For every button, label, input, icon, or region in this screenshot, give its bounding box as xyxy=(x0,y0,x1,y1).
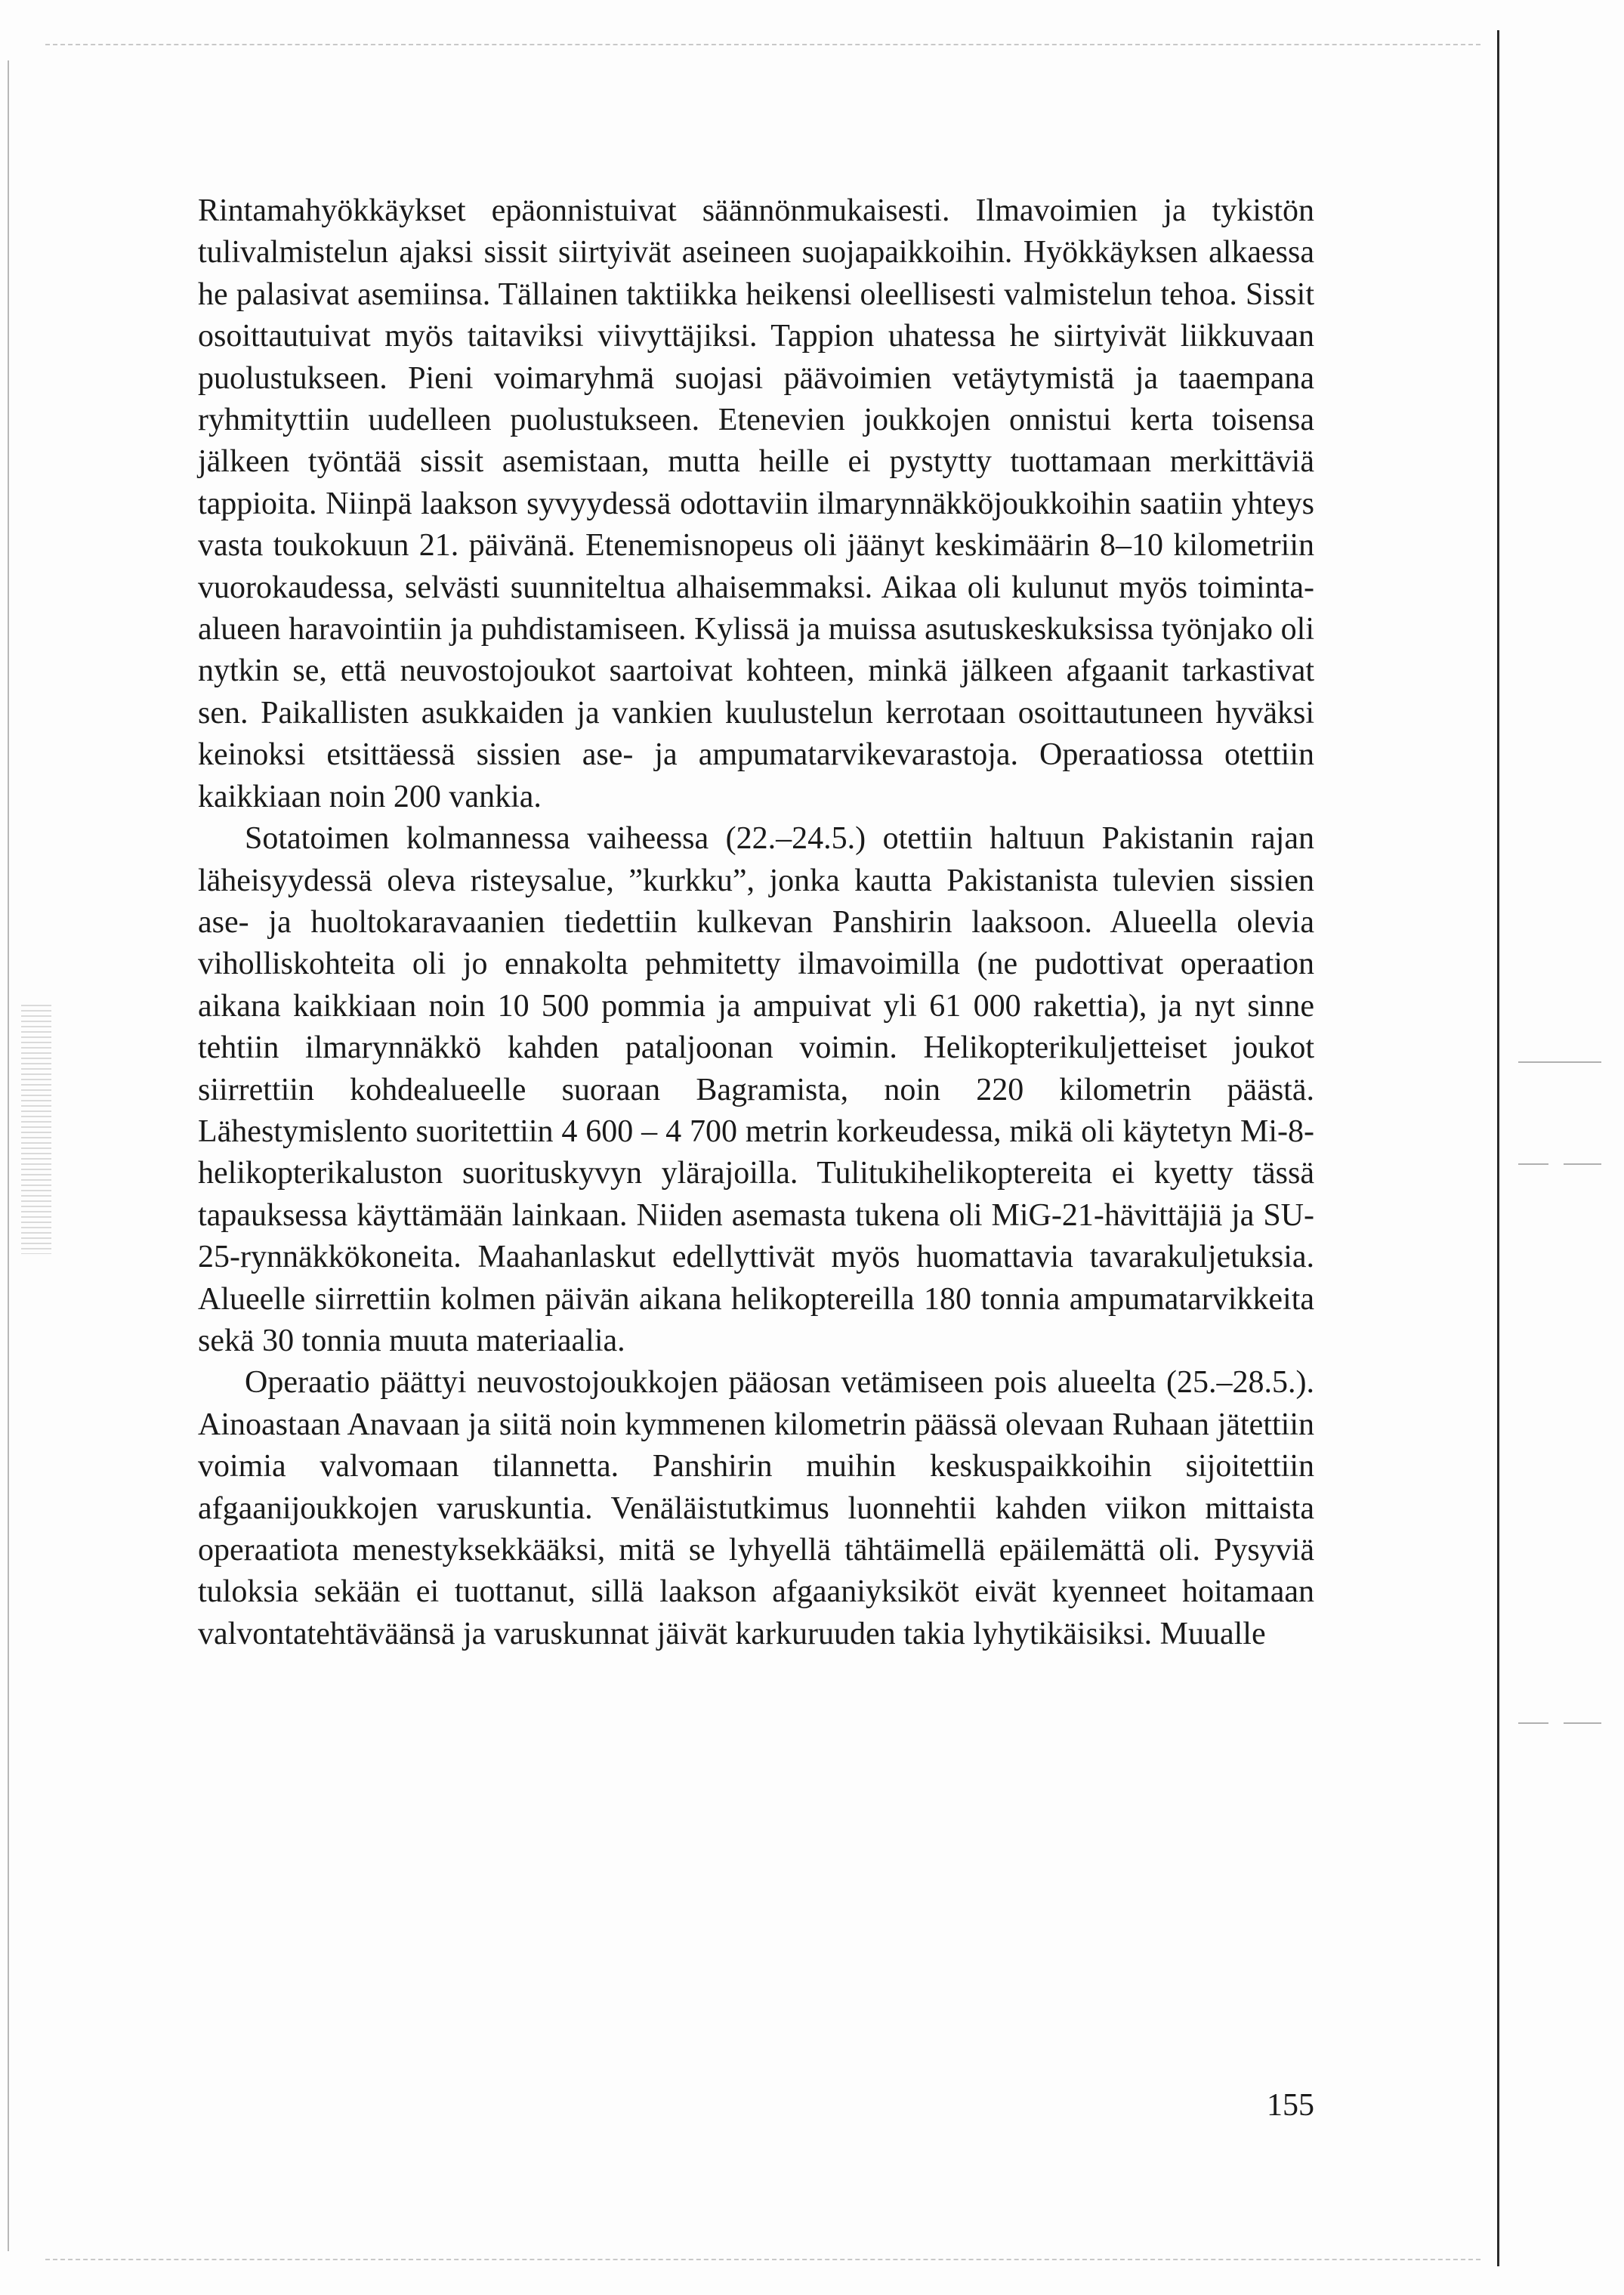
paragraph-2: Sotatoimen kolmannessa vaiheessa (22.–24.5.) otettiin haltuun Pakistanin rajan läheisyydessä oleva risteysalue, ”kurkku”, jonka kautta Pakistanista tulevien sissien ase- ja huoltokaravaanien tiedettiin kulkevan Panshirin laaksoon. Alueella olevia viholliskohteita oli jo ennakolta pehmitetty ilmavoimilla (ne pudottivat operaation aikana kaikkiaan noin 10 500 pommia ja ampuivat yli 61 000 rakettia), ja nyt sinne tehtiin ilmarynnäkkö kahden pataljoonan voimin. Helikopterikuljetteiset joukot siirrettiin kohdealueelle suoraan Bagramista, noin 220 kilometrin päästä. Lähestymislento suoritettiin 4 600 – 4 700 metrin korkeudessa, mikä oli käytetyn Mi-8-helikopterikaluston suorituskyvyn ylärajoilla. Tulitukihelikoptereita ei kyetty tässä tapauksessa käyttämään lainkaan. Niiden asemasta tukena oli MiG-21-hävittäjiä ja SU-25-rynnäkkökoneita. Maahanlaskut edellyttivät myös huomattavia tavarakuljetuksia. Alueelle siirrettiin kolmen päivän aikana helikoptereilla 180 tonnia ampumatarvikkeita sekä 30 tonnia muuta materiaalia. xyxy=(198,821,1314,1358)
margin-mark xyxy=(1564,1722,1601,1724)
paragraph-3: Operaatio päättyi neuvostojoukkojen pääosan vetämiseen pois alueelta (25.–28.5.). Ainoastaan Anavaan ja siitä noin kymmenen kilometrin päässä olevaan Ruhaan jätettiin voimia valvomaan tilannetta. Panshirin muihin keskuspaikkoihin sijoitettiin afgaanijoukkojen varuskuntia. Venäläistutkimus luonnehtii kahden viikon mittaista operaatiota menestyksekkääksi, mitä se lyhyellä tähtäimellä epäilemättä oli. Pysyviä tuloksia sekään ei tuottanut, sillä laakson afgaaniyksiköt eivät kyenneet hoitamaan valvontatehtäväänsä ja varuskunnat jäivät karkuruuden takia lyhytikäisiksi. Muualle xyxy=(198,1365,1314,1651)
margin-mark xyxy=(1518,1061,1601,1063)
scan-edge-left xyxy=(8,60,9,2251)
scan-edge-right xyxy=(1497,30,1499,2266)
paragraph-1: Rintamahyökkäykset epäonnistuivat säännönmukaisesti. Ilmavoimien ja tykistön tulivalmistelun ajaksi sissit siirtyivät aseineen suojapaikkoihin. Hyökkäyksen alkaessa he palasivat asemiinsa. Tällainen taktiikka heikensi oleellisesti valmistelun tehoa. Sissit osoittautuivat myös taitaviksi viivyttäjiksi. Tappion uhatessa he siirtyivät liikkuvaan puolustukseen. Pieni voimaryhmä suojasi päävoimien vetäytymistä ja taaempana ryhmityttiin uudelleen puolustukseen. Etenevien joukkojen onnistui kerta toisensa jälkeen työntää sissit asemistaan, mutta heille ei pystytty tuottamaan merkittäviä tappioita. Niinpä laakson syvyydessä odottaviin ilmarynnäkköjoukkoihin saatiin yhteys vasta toukokuun 21. päivänä. Etenemisnopeus oli jäänyt keskimäärin 8–10 kilometriin vuorokaudessa, selvästi suunniteltua alhaisemmaksi. Aikaa oli kulunut myös toiminta-alueen haravointiin ja puhdistamiseen. Kylissä ja muissa asutuskeskuksissa työnjako oli nytkin se, että neuvostojoukot saartoivat kohteen, minkä jälkeen afgaanit tarkastivat sen. Paikallisten asukkaiden ja vankien kuulustelun kerrotaan osoittautuneen hyväksi keinoksi etsittäessä sissien ase- ja ampumatarvikevarastoja. Operaatiossa otettiin kaikkiaan noin 200 vankia. xyxy=(198,193,1314,814)
scan-speckle xyxy=(21,1005,51,1254)
margin-mark xyxy=(1518,1722,1548,1724)
body-text xyxy=(198,190,1314,1655)
margin-mark xyxy=(1564,1163,1601,1165)
scan-edge-top xyxy=(45,44,1480,46)
page-number: 155 xyxy=(1267,2088,1314,2123)
margin-mark xyxy=(1518,1163,1548,1165)
scan-edge-bottom xyxy=(45,2259,1480,2261)
